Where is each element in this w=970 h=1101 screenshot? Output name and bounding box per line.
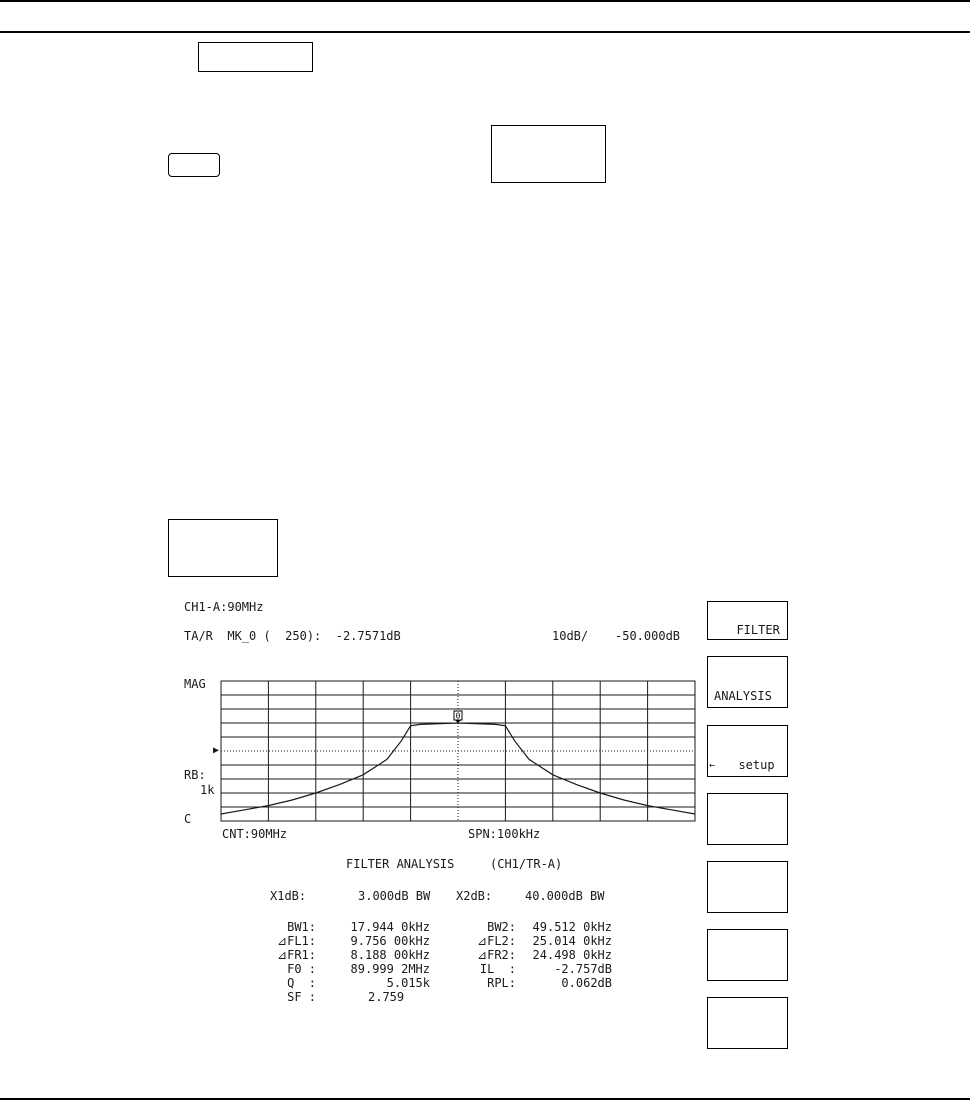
left-row-label: ⊿FL1: bbox=[277, 934, 316, 948]
channel-readout: CH1-A:90MHz bbox=[184, 600, 264, 614]
right-row-label: ⊿FL2: bbox=[477, 934, 516, 948]
left-row-label: F0 : bbox=[287, 962, 316, 976]
left-row-value: 17.944 0kHz bbox=[350, 920, 430, 934]
ref-position-marker-icon: ▶ bbox=[213, 745, 220, 756]
analysis-source: (CH1/TR-A) bbox=[490, 857, 563, 871]
left-row-value: 8.188 00kHz bbox=[350, 948, 430, 962]
x1db-value: 3.000dB BW bbox=[358, 889, 431, 903]
softkey-filter-label: FILTER bbox=[736, 623, 780, 637]
softkey-blank-7[interactable] bbox=[707, 997, 788, 1049]
right-row-value: 24.498 0kHz bbox=[532, 948, 612, 962]
softkey-setup-label: setup bbox=[738, 758, 775, 772]
x2db-label: X2dB: bbox=[456, 889, 493, 903]
center-frequency: CNT:90MHz bbox=[222, 827, 288, 841]
left-row-label: SF : bbox=[287, 990, 316, 1004]
right-row-value: 25.014 0kHz bbox=[532, 934, 612, 948]
x2db-value: 40.000dB BW bbox=[525, 889, 605, 903]
right-row-label: IL : bbox=[479, 962, 516, 976]
mag-label: MAG bbox=[184, 677, 206, 691]
ref-level-readout: -50.000dB bbox=[615, 629, 681, 643]
marker-0-label: 0 bbox=[455, 711, 461, 721]
left-row-label: BW1: bbox=[287, 920, 316, 934]
right-row-label: RPL: bbox=[487, 976, 516, 990]
analysis-title: FILTER ANALYSIS bbox=[346, 857, 455, 871]
softkey-blank-5[interactable] bbox=[707, 861, 788, 913]
rb-label: RB: bbox=[184, 768, 206, 782]
marker-readout: TA/R MK_0 ( 250): -2.7571dB bbox=[184, 629, 401, 643]
right-row-label: BW2: bbox=[487, 920, 516, 934]
submenu-arrow-icon: ← bbox=[709, 760, 716, 771]
x1db-label: X1dB: bbox=[270, 889, 307, 903]
softkey-blank-6[interactable] bbox=[707, 929, 788, 981]
right-row-label: ⊿FR2: bbox=[477, 948, 516, 962]
softkey-blank-4[interactable] bbox=[707, 793, 788, 845]
left-row-label: Q : bbox=[287, 976, 316, 990]
left-row-label: ⊿FR1: bbox=[277, 948, 316, 962]
c-label: C bbox=[184, 812, 192, 826]
span-readout: SPN:100kHz bbox=[468, 827, 541, 841]
left-row-value: 9.756 00kHz bbox=[350, 934, 430, 948]
softkey-setup[interactable] bbox=[707, 725, 788, 777]
softkey-analysis-label: ANALYSIS bbox=[714, 689, 772, 703]
right-row-value: 49.512 0kHz bbox=[532, 920, 612, 934]
scale-readout: 10dB/ bbox=[552, 629, 589, 643]
softkey-filter[interactable] bbox=[707, 601, 788, 640]
right-row-value: -2.757dB bbox=[554, 962, 612, 976]
rb-value: 1k bbox=[200, 783, 215, 797]
left-row-value: 2.759 bbox=[368, 990, 405, 1004]
softkey-analysis[interactable] bbox=[707, 656, 788, 708]
right-row-value: 0.062dB bbox=[561, 976, 612, 990]
left-row-value: 89.999 2MHz bbox=[350, 962, 430, 976]
left-row-value: 5.015k bbox=[386, 976, 430, 990]
